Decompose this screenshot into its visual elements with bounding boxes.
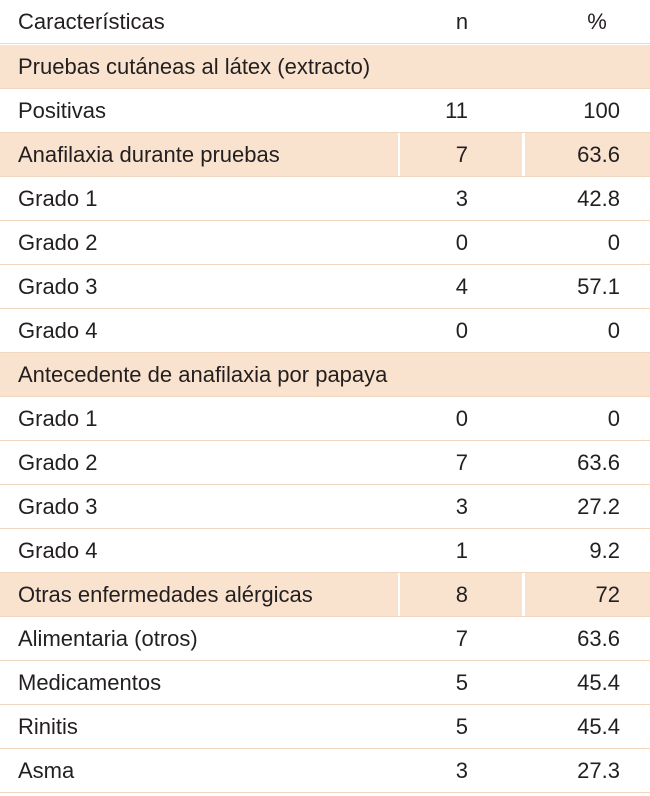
- row-percent: 45.4: [577, 713, 620, 739]
- row-divider: [0, 792, 650, 793]
- row-percent: 42.8: [577, 185, 620, 211]
- section-label: Pruebas cutáneas al látex (extracto): [0, 45, 650, 88]
- row-percent: 0: [607, 229, 620, 255]
- row-percent: 100: [583, 97, 620, 123]
- row-label: Grado 2: [18, 449, 98, 475]
- row-percent: 63.6: [577, 449, 620, 475]
- row-label: Grado 2: [18, 229, 98, 255]
- row-n: 0: [455, 405, 468, 431]
- row-label: Medicamentos: [18, 669, 162, 695]
- table-row: [0, 749, 650, 793]
- row-divider: [0, 43, 650, 44]
- row-n: 3: [455, 185, 468, 211]
- section-header-row: [0, 45, 650, 89]
- section-header-row: [0, 353, 650, 397]
- row-label: Otras enfermedades alérgicas: [0, 573, 398, 616]
- row-label: Rinitis: [18, 713, 78, 739]
- row-percent: 63.6: [577, 625, 620, 651]
- row-percent: 63.6: [525, 133, 650, 176]
- row-n: 0: [455, 317, 468, 343]
- row-label: Grado 1: [18, 185, 98, 211]
- row-label: Grado 3: [18, 493, 98, 519]
- table-row: [0, 265, 650, 309]
- row-n: 7: [400, 133, 522, 176]
- row-percent: 27.2: [577, 493, 620, 519]
- row-percent: 9.2: [589, 537, 620, 563]
- table-row: [0, 309, 650, 353]
- row-n: 5: [455, 713, 468, 739]
- row-n: 3: [455, 757, 468, 783]
- header-characteristics: Características: [18, 8, 165, 34]
- row-percent: 0: [607, 405, 620, 431]
- table-row: [0, 529, 650, 573]
- row-n: 3: [455, 493, 468, 519]
- row-n: 5: [455, 669, 468, 695]
- subtotal-row: [0, 133, 650, 177]
- row-label: Alimentaria (otros): [18, 625, 198, 651]
- table-row: [0, 705, 650, 749]
- row-n: 8: [400, 573, 522, 616]
- table-row: [0, 177, 650, 221]
- row-n: 1: [455, 537, 468, 563]
- row-label: Grado 4: [18, 537, 98, 563]
- table-row: [0, 221, 650, 265]
- header-n: n: [455, 8, 469, 34]
- table-row: [0, 485, 650, 529]
- row-percent: 27.3: [577, 757, 620, 783]
- row-percent: 72: [525, 573, 650, 616]
- table-row: [0, 617, 650, 661]
- table-row: [0, 89, 650, 133]
- row-label: Asma: [18, 757, 75, 783]
- table-row: [0, 661, 650, 705]
- row-label: Anafilaxia durante pruebas: [0, 133, 398, 176]
- table-row: [0, 441, 650, 485]
- header-percent: %: [587, 8, 607, 34]
- row-n: 7: [455, 625, 468, 651]
- table-header: [0, 0, 650, 44]
- row-n: 4: [455, 273, 468, 299]
- row-label: Grado 3: [18, 273, 98, 299]
- table-row: [0, 397, 650, 441]
- section-label: Antecedente de anafilaxia por papaya: [0, 353, 650, 396]
- subtotal-row: [0, 573, 650, 617]
- row-label: Grado 1: [18, 405, 98, 431]
- row-n: 7: [455, 449, 468, 475]
- row-label: Grado 4: [18, 317, 98, 343]
- row-n: 0: [455, 229, 468, 255]
- row-percent: 0: [607, 317, 620, 343]
- row-n: 11: [445, 97, 468, 123]
- row-label: Positivas: [18, 97, 107, 123]
- row-percent: 45.4: [577, 669, 620, 695]
- row-percent: 57.1: [577, 273, 620, 299]
